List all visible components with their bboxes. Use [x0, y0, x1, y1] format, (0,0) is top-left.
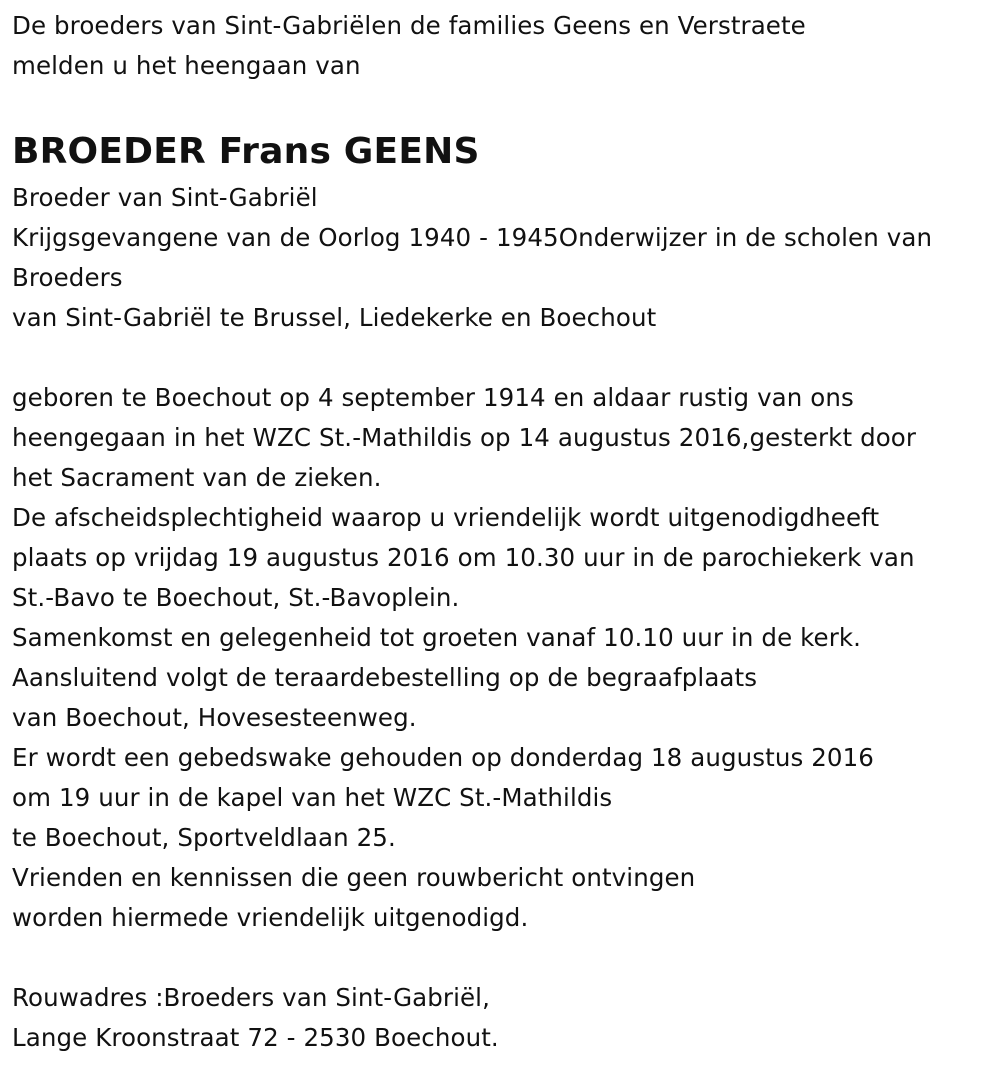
spacer [12, 938, 996, 978]
body-line: Samenkomst en gelegenheid tot groeten vanaf 10.10 uur in de kerk. [12, 623, 862, 652]
intro-line: melden u het heengaan van [12, 51, 361, 80]
deceased-name: BROEDER Frans GEENS [12, 131, 480, 172]
address-line: Lange Kroonstraat 72 - 2530 Boechout. [12, 1023, 499, 1052]
detail-line: van Sint-Gabriël te Brussel, Liedekerke en Boechout [12, 303, 657, 332]
body-line: om 19 uur in de kapel van het WZC St.-Mathildis [12, 783, 613, 812]
detail-line: Broeder van Sint-Gabriël [12, 183, 318, 212]
body-line: Aansluitend volgt de teraardebestelling op de begraafplaats [12, 663, 758, 692]
body-line: geboren te Boechout op 4 september 1914 en aldaar rustig van ons [12, 383, 854, 412]
detail-line: Broeders [12, 263, 123, 292]
address-line: Rouwadres :Broeders van Sint-Gabriël, [12, 983, 490, 1012]
body-line: De afscheidsplechtigheid waarop u vriendelijk wordt uitgenodigdheeft [12, 503, 880, 532]
body-line: plaats op vrijdag 19 augustus 2016 om 10.30 uur in de parochiekerk van [12, 543, 915, 572]
body-line: Er wordt een gebedswake gehouden op donderdag 18 augustus 2016 [12, 743, 874, 772]
intro-line: De broeders van Sint-Gabriëlen de families Geens en Verstraete [12, 11, 806, 40]
detail-line: Krijgsgevangene van de Oorlog 1940 - 1945Onderwijzer in de scholen van [12, 223, 933, 252]
death-notice [12, 6, 996, 1058]
spacer [12, 338, 996, 378]
body-line: worden hiermede vriendelijk uitgenodigd. [12, 903, 529, 932]
body-line: van Boechout, Hovesesteenweg. [12, 703, 417, 732]
body-line: Vrienden en kennissen die geen rouwbericht ontvingen [12, 863, 696, 892]
body-line: St.-Bavo te Boechout, St.-Bavoplein. [12, 583, 460, 612]
body-line: heengegaan in het WZC St.-Mathildis op 14 augustus 2016,gesterkt door [12, 423, 917, 452]
body-line: te Boechout, Sportveldlaan 25. [12, 823, 396, 852]
body-line: het Sacrament van de zieken. [12, 463, 382, 492]
